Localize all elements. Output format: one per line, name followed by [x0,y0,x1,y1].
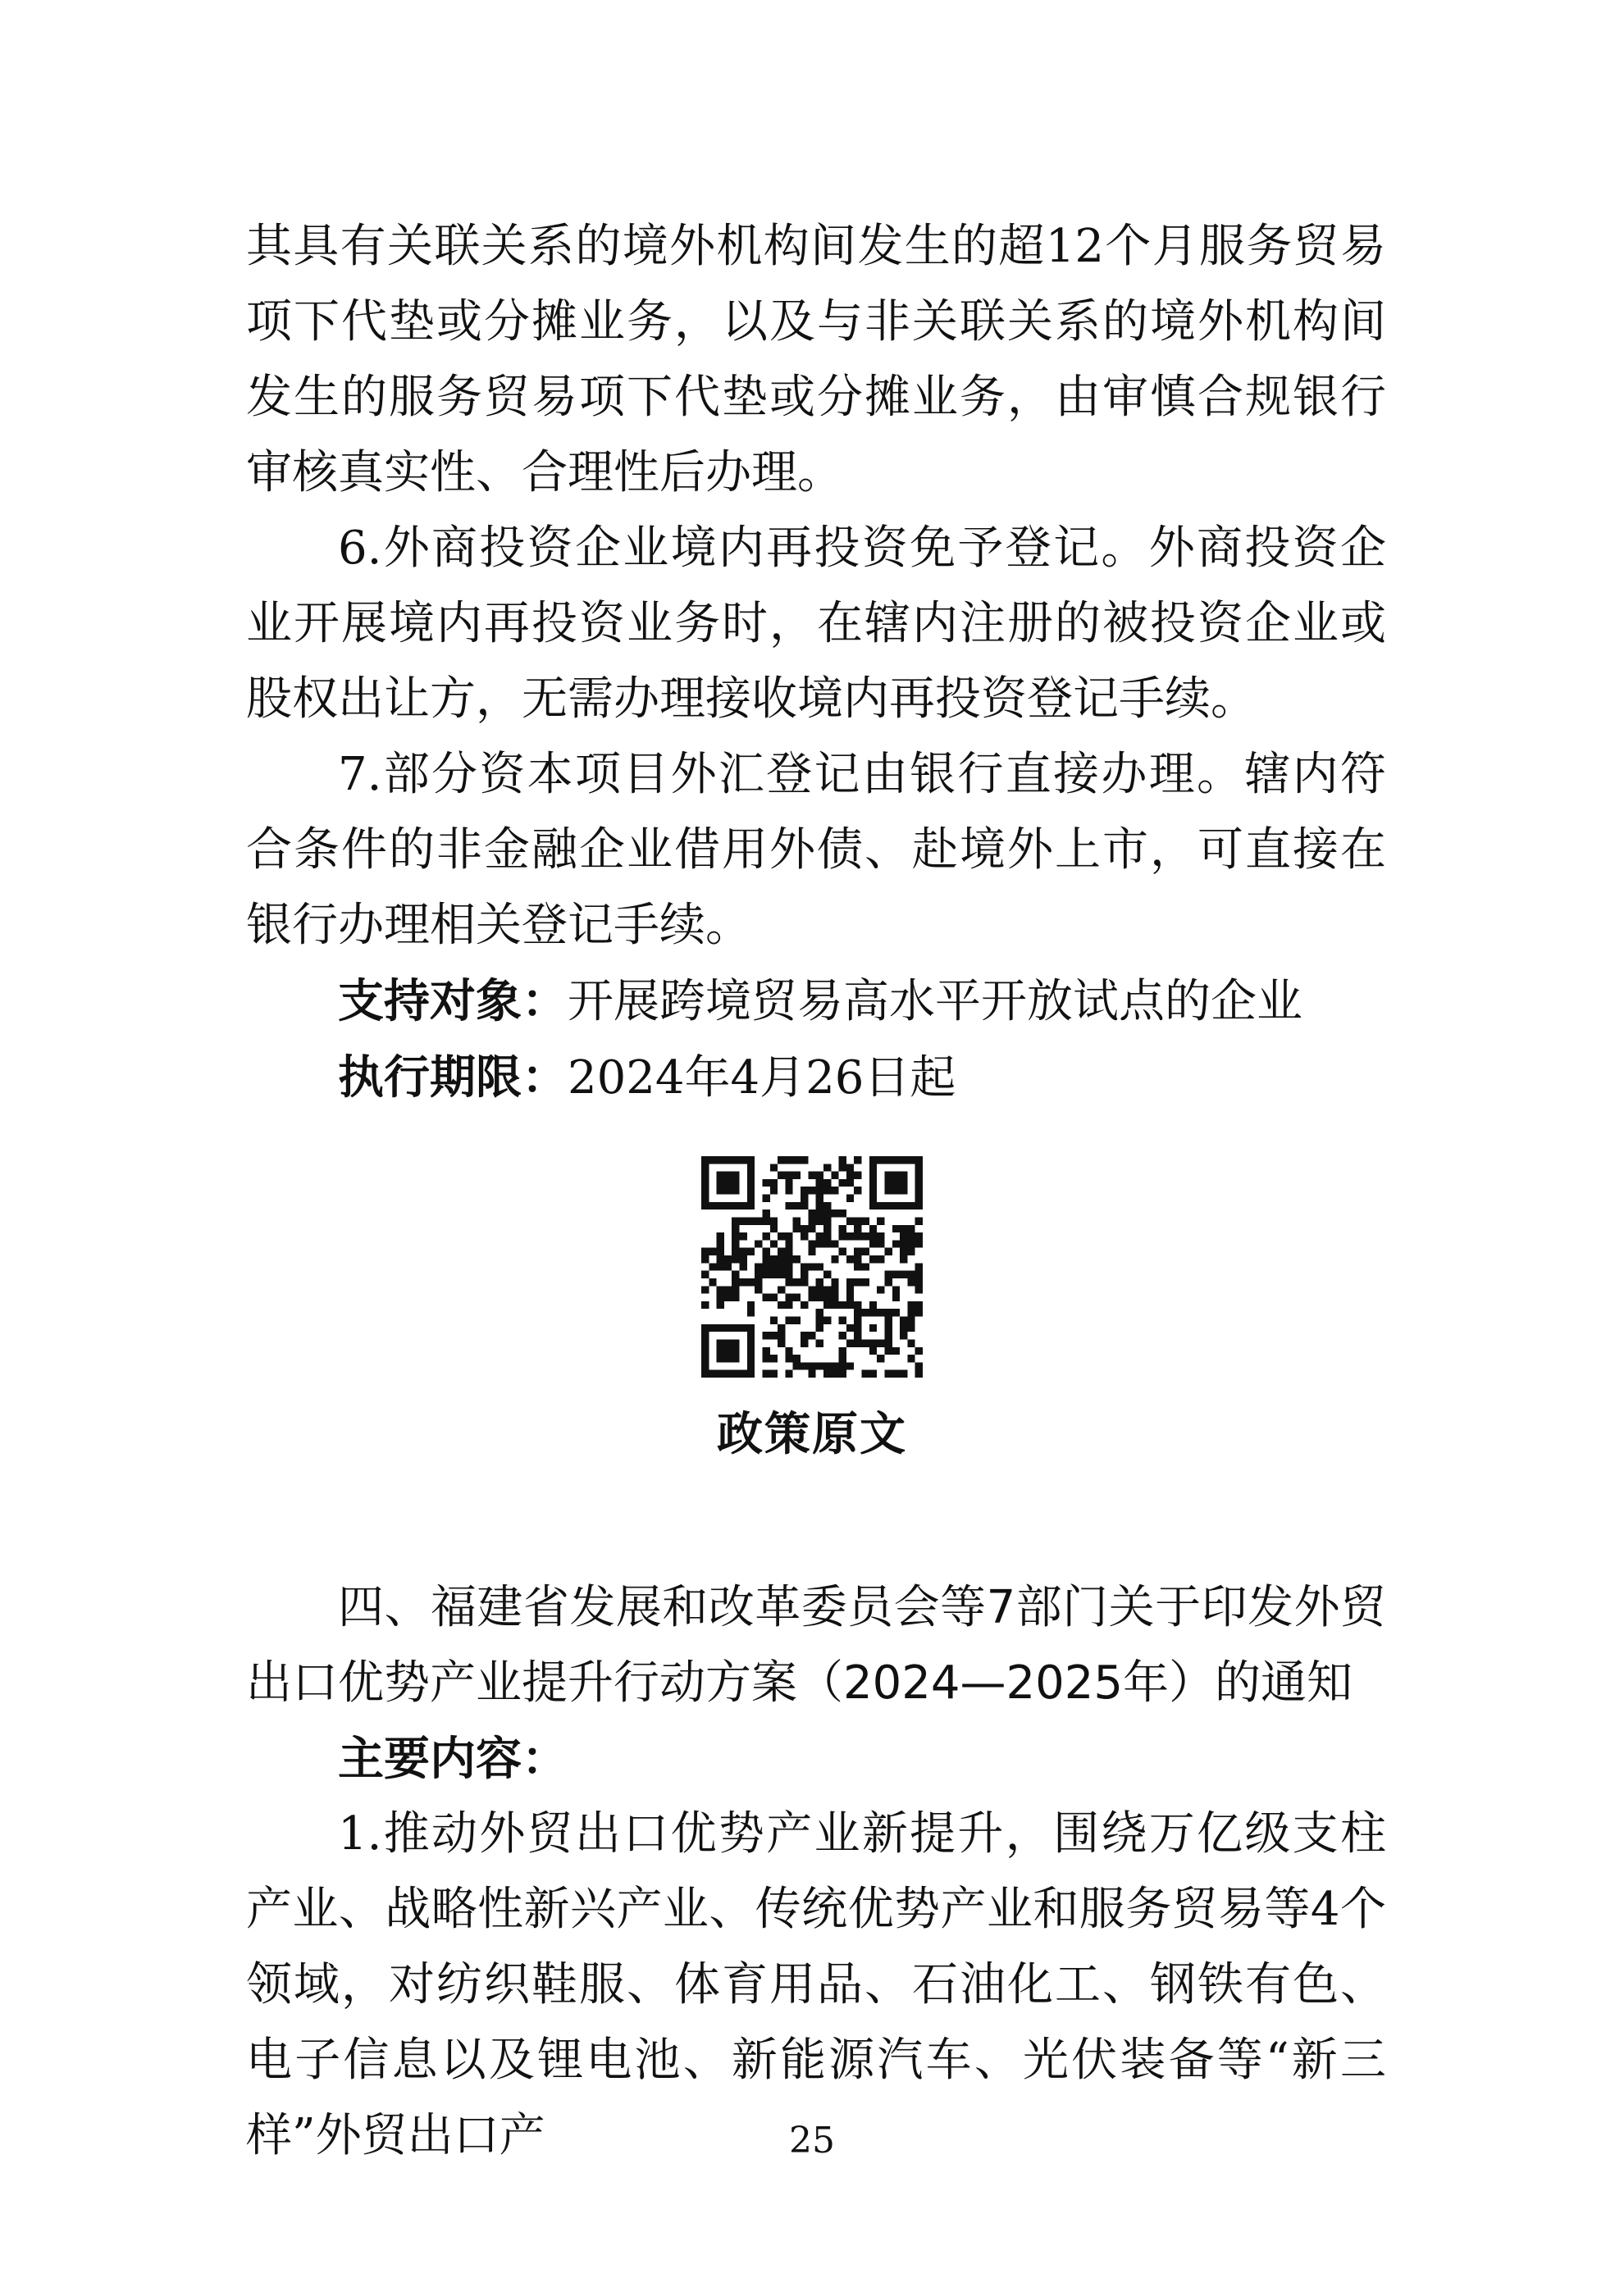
section-four [246,1570,1386,2174]
execution-period-label: 执行期限： [338,1050,568,1105]
qr-caption: 政策原文 [717,1407,907,1461]
support-target-value: 开展跨境贸易高水平开放试点的企业 [568,975,1302,1028]
support-target-label: 支持对象： [338,974,568,1028]
policy-body [246,209,1386,1116]
main-content-item-1: 1.推动外贸出口优势产业新提升，围绕万亿级支柱产业、战略性新兴产业、传统优势产业和服务贸易等4个领域，对纺织鞋服、体育用品、石油化工、钢铁有色、电子信息以及锂电池、新能源汽车、光伏装备等“新三样”外贸出口产 [246,1807,1386,2162]
execution-period-value: 2024年4月26日起 [568,1051,956,1105]
section-four-heading: 四、福建省发展和改革委员会等7部门关于印发外贸出口优势产业提升行动方案（2024—2025年）的通知 [246,1581,1386,1710]
qr-code[interactable] [701,1156,923,1378]
paragraph-reinvestment: 6.外商投资企业境内再投资免予登记。外商投资企业开展境内再投资业务时，在辖内注册的被投资企业或股权出让方，无需办理接收境内再投资登记手续。 [246,522,1386,726]
page-number: 25 [789,2120,835,2162]
paragraph-capital-registration: 7.部分资本项目外汇登记由银行直接办理。辖内符合条件的非金融企业借用外债、赴境外上市，可直接在银行办理相关登记手续。 [246,748,1386,952]
main-content-label: 主要内容： [338,1732,568,1786]
paragraph-service-trade: 其具有关联关系的境外机构间发生的超12个月服务贸易项下代垫或分摊业务，以及与非关联关系的境外机构间发生的服务贸易项下代垫或分摊业务，由审慎合规银行审核真实性、合理性后办理。 [246,220,1386,499]
support-target-line [246,963,1386,1040]
qr-code-icon [701,1156,923,1378]
execution-period-line [246,1040,1386,1116]
